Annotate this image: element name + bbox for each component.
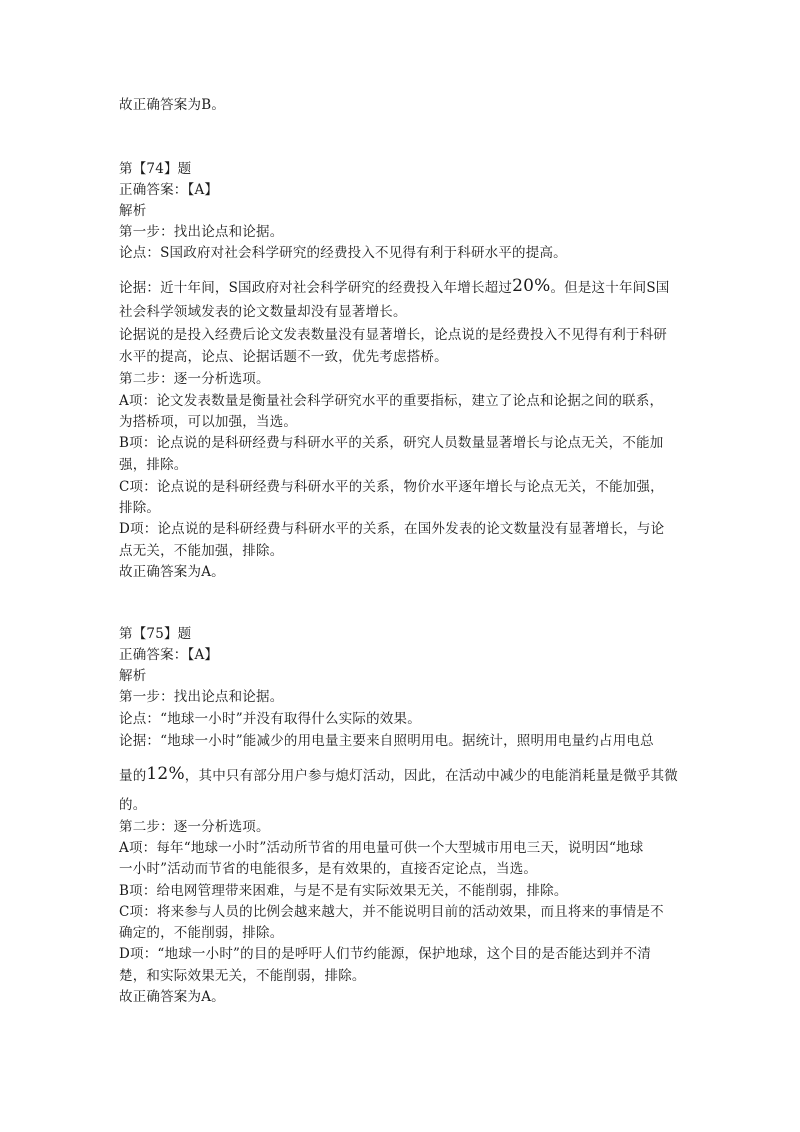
q74-bridge-line2: 水平的提高，论点、论据话题不一致，优先考虑搭桥。: [119, 349, 448, 365]
q75-evidence-text-b: ，其中只有部分用户参与熄灯活动，因此，在活动中减少的电能消耗量是微乎其微: [184, 768, 678, 784]
q75-evidence-line1: 论据：“地球一小时”能减少的用电量主要来自照明用电。据统计，照明用电量约占用电总: [119, 733, 654, 749]
q75-evidence-line3: 的。: [119, 797, 147, 813]
q74-answer: 正确答案：【A】: [119, 182, 219, 198]
q74-option-b-line2: 强，排除。: [119, 457, 188, 473]
q74-title: 第【74】题: [119, 161, 192, 177]
q75-analysis-heading: 解析: [119, 668, 147, 684]
q74-option-b-line1: B项：论点说的是科研经费与科研水平的关系，研究人员数量显著增长与论点无关，不能加: [119, 435, 664, 451]
q74-evidence-line1: [119, 276, 684, 298]
q75-option-d-line2: 楚，和实际效果无关，不能削弱，排除。: [119, 968, 366, 984]
q75-option-a-line2: 一小时”活动而节省的电能很多，是有效果的，直接否定论点，当选。: [119, 861, 538, 877]
q74-conclusion: 故正确答案为A。: [119, 564, 225, 580]
q74-option-d-line1: D项：论点说的是科研经费与科研水平的关系，在国外发表的论文数量没有显著增长，与论: [119, 521, 665, 537]
q74-evidence-line2: 社会科学领域发表的论文数量却没有显著增长。: [119, 304, 407, 320]
q75-evidence-percent: 12%: [146, 764, 185, 784]
q75-option-a-line1: A项：每年“地球一小时”活动所节省的用电量可供一个大型城市用电三天，说明因“地球: [119, 840, 644, 856]
prev-conclusion: 故正确答案为B。: [119, 97, 226, 113]
q74-bridge-line1: 论据说的是投入经费后论文发表数量没有显著增长，论点说的是经费投入不见得有利于科研: [119, 327, 667, 343]
q74-option-d-line2: 点无关，不能加强，排除。: [119, 543, 284, 559]
q75-option-b-line1: B项：给电网管理带来困难，与是不是有实际效果无关，不能削弱，排除。: [119, 883, 568, 899]
q75-option-c-line2: 确定的，不能削弱，排除。: [119, 925, 284, 941]
q74-option-a-line2: 为搭桥项，可以加强，当选。: [119, 414, 298, 430]
q75-evidence-text-a: 量的: [119, 768, 147, 784]
q75-step2: 第二步：逐一分析选项。: [119, 819, 270, 835]
q74-step1: 第一步：找出论点和论据。: [119, 224, 284, 240]
q74-step2: 第二步：逐一分析选项。: [119, 371, 270, 387]
q75-title: 第【75】题: [119, 626, 192, 642]
q74-evidence-text-b: 。但是这十年间S国: [550, 280, 670, 296]
q75-evidence-line2: [119, 764, 684, 786]
q74-analysis-heading: 解析: [119, 203, 147, 219]
q74-option-c-line2: 排除。: [119, 500, 161, 516]
q75-option-d-line1: D项：“地球一小时”的目的是呼吁人们节约能源，保护地球，这个目的是否能达到并不清: [119, 946, 652, 962]
q75-conclusion: 故正确答案为A。: [119, 989, 225, 1005]
q75-thesis: 论点：“地球一小时”并没有取得什么实际的效果。: [119, 711, 421, 727]
q74-thesis: 论点：S国政府对社会科学研究的经费投入不见得有利于科研水平的提高。: [119, 245, 567, 261]
q75-answer: 正确答案：【A】: [119, 647, 219, 663]
q75-option-c-line1: C项：将来参与人员的比例会越来越大，并不能说明目前的活动效果，而且将来的事情是不: [119, 904, 664, 920]
q74-evidence-text-a: 论据：近十年间，S国政府对社会科学研究的经费投入年增长超过: [119, 280, 513, 296]
q74-option-a-line1: A项：论文发表数量是衡量社会科学研究水平的重要指标，建立了论点和论据之间的联系，: [119, 393, 664, 409]
q74-option-c-line1: C项：论点说的是科研经费与科研水平的关系，物价水平逐年增长与论点无关，不能加强，: [119, 479, 664, 495]
q75-step1: 第一步：找出论点和论据。: [119, 689, 284, 705]
q74-evidence-percent: 20%: [512, 276, 551, 296]
